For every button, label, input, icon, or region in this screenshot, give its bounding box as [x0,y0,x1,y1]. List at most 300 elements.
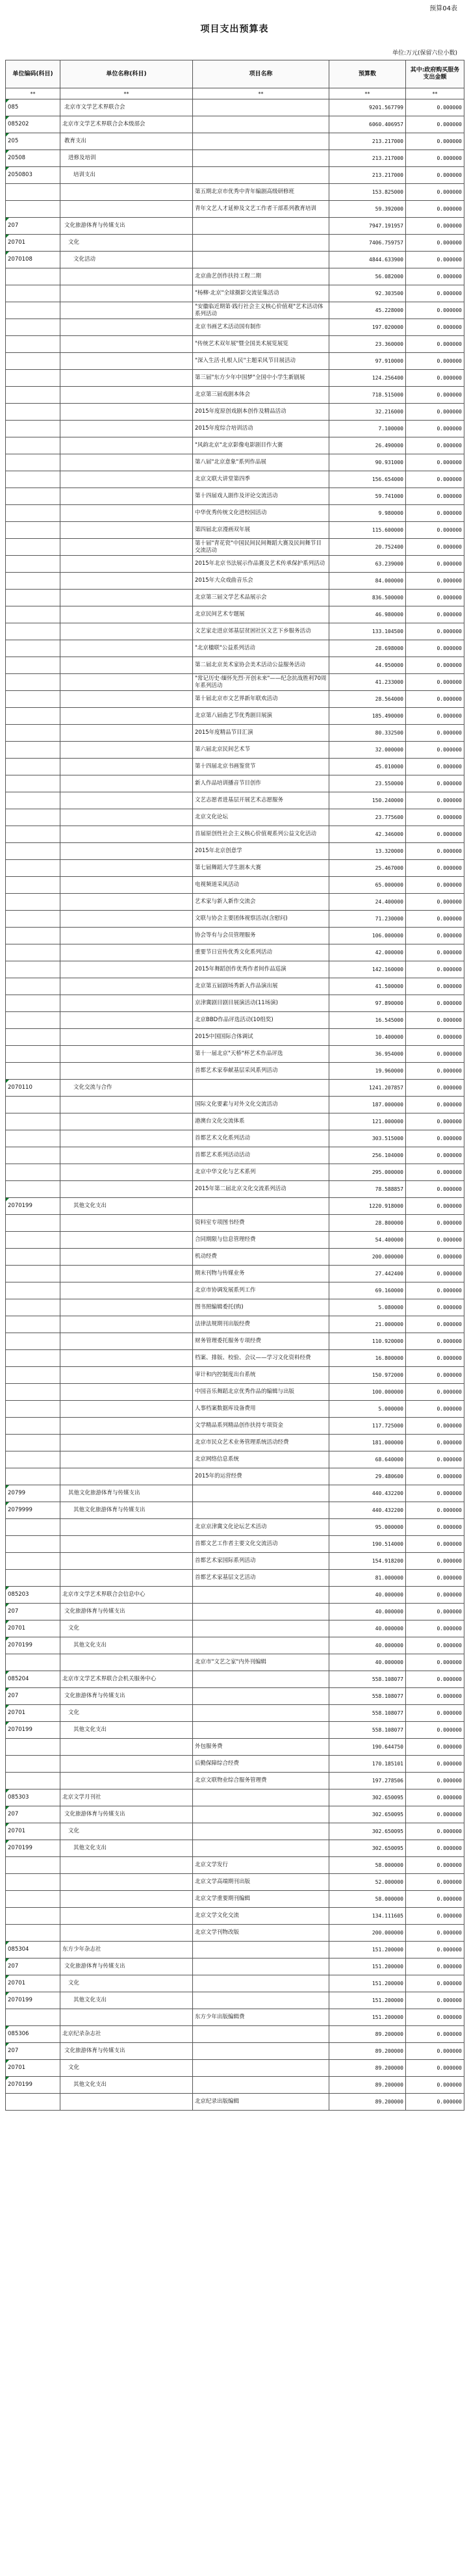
project-name-cell: 人事档案数据库设备费用 [193,1401,329,1418]
gov-purchase-cell: 0.000000 [406,556,464,573]
unit-name-cell: 其他文化支出 [60,1840,193,1857]
table-row [6,184,464,201]
gov-purchase-cell: 0.000000 [406,2026,464,2043]
code-cell [6,590,60,606]
code-cell: 085203 [6,1587,60,1604]
budget-cell: 68.640000 [329,1451,406,1468]
attachment-label: 预算04表 [429,5,457,12]
unit-name-cell: 进修及培训 [60,150,193,167]
code-cell [6,1181,60,1198]
unit-name-cell: 文化 [60,1975,193,1992]
unit-name-cell [60,590,193,606]
table-row [6,235,464,252]
unit-name-cell: 其他文化支出 [60,1198,193,1215]
unit-name-cell [60,1908,193,1925]
code-cell [6,725,60,742]
budget-cell: 92.303500 [329,285,406,302]
code-cell [6,1401,60,1418]
budget-cell: 27.442400 [329,1266,406,1282]
table-row [6,319,464,336]
unit-name-cell [60,961,193,978]
budget-cell: 28.698000 [329,640,406,657]
table-row [6,1282,464,1299]
project-name-cell [193,1671,329,1688]
gov-purchase-cell: 0.000000 [406,370,464,387]
project-name-cell: 东方少年出版编辑费 [193,2009,329,2026]
gov-purchase-cell: 0.000000 [406,877,464,894]
code-cell [6,944,60,961]
budget-cell: 81.000000 [329,1570,406,1587]
gov-purchase-cell: 0.000000 [406,944,464,961]
star-cell: ** [6,88,60,99]
gov-purchase-cell: 0.000000 [406,1468,464,1485]
gov-purchase-cell: 0.000000 [406,1232,464,1249]
code-cell [6,978,60,995]
project-name-cell: 审计和内控制度出台系统 [193,1367,329,1384]
unit-name-cell [60,1418,193,1435]
code-cell: 2070110 [6,1080,60,1097]
project-name-cell: 第三届"东方少年中国梦"全国中小学生新剧展 [193,370,329,387]
budget-cell: 56.082000 [329,268,406,285]
code-cell: 085202 [6,116,60,133]
code-cell [6,573,60,590]
unit-name-cell [60,319,193,336]
budget-cell: 80.332500 [329,725,406,742]
unit-name-cell: 文化 [60,235,193,252]
gov-purchase-cell: 0.000000 [406,1282,464,1299]
project-name-cell: 北京市"文艺之家"内外刊编辑 [193,1654,329,1671]
table-row [6,116,464,133]
project-name-cell: 北京文学发行 [193,1857,329,1874]
code-cell [6,657,60,674]
gov-purchase-cell: 0.000000 [406,387,464,404]
budget-cell: 41.500000 [329,978,406,995]
budget-cell: 181.000000 [329,1435,406,1451]
gov-purchase-cell: 0.000000 [406,894,464,911]
table-row [6,1823,464,1840]
budget-cell: 213.217000 [329,133,406,150]
budget-cell: 41.233000 [329,674,406,691]
table-row [6,1012,464,1029]
table-row [6,1232,464,1249]
code-cell [6,1029,60,1046]
table-row [6,1992,464,2009]
table-row [6,1688,464,1705]
code-cell: 085204 [6,1671,60,1688]
unit-name-cell [60,1773,193,1789]
budget-cell: 69.160000 [329,1282,406,1299]
gov-purchase-cell: 0.000000 [406,1181,464,1198]
table-row [6,1401,464,1418]
unit-name-cell [60,505,193,522]
budget-cell: 7947.191957 [329,218,406,235]
budget-cell: 89.200000 [329,2077,406,2094]
budget-cell: 97.890000 [329,995,406,1012]
unit-name-cell [60,1367,193,1384]
project-name-cell: 第七届舞蹈大学生剧本大赛 [193,860,329,877]
gov-purchase-cell: 0.000000 [406,590,464,606]
budget-cell: 197.278506 [329,1773,406,1789]
table-row [6,877,464,894]
unit-name-cell [60,1857,193,1874]
gov-purchase-cell: 0.000000 [406,2077,464,2094]
table-row [6,1958,464,1975]
gov-purchase-cell: 0.000000 [406,437,464,454]
unit-name-cell [60,2009,193,2026]
gov-purchase-cell: 0.000000 [406,1553,464,1570]
unit-name-cell: 北京市文学艺术界联合会机关服务中心 [60,1671,193,1688]
budget-cell: 154.918200 [329,1553,406,1570]
unit-name-cell [60,1029,193,1046]
code-cell [6,928,60,944]
header-project-name: 项目名称 [193,60,329,88]
project-name-cell [193,1705,329,1722]
project-name-cell: 北京文学刊物改版 [193,1925,329,1942]
code-cell [6,522,60,539]
budget-cell: 13.320000 [329,843,406,860]
unit-name-cell [60,1164,193,1181]
budget-cell: 23.550000 [329,775,406,792]
unit-name-cell [60,1266,193,1282]
gov-purchase-cell: 0.000000 [406,978,464,995]
code-cell [6,843,60,860]
project-name-cell: 合同期限与信息管理经费 [193,1232,329,1249]
code-cell [6,505,60,522]
code-cell [6,302,60,319]
unit-name-cell [60,1181,193,1198]
gov-purchase-cell: 0.000000 [406,1908,464,1925]
code-cell [6,201,60,218]
table-row [6,505,464,522]
project-name-cell: 2015年第二届北京文化交流系列活动 [193,1181,329,1198]
star-cell: ** [193,88,329,99]
table-row [6,539,464,556]
gov-purchase-cell: 0.000000 [406,640,464,657]
unit-name-cell [60,995,193,1012]
budget-cell: 54.400000 [329,1232,406,1249]
code-cell [6,1097,60,1113]
gov-purchase-cell: 0.000000 [406,1620,464,1637]
gov-purchase-cell: 0.000000 [406,471,464,488]
unit-name-cell [60,1147,193,1164]
gov-purchase-cell: 0.000000 [406,1147,464,1164]
unit-name-cell [60,556,193,573]
gov-purchase-cell: 0.000000 [406,1722,464,1739]
budget-cell: 558.108077 [329,1688,406,1705]
budget-cell: 151.200000 [329,1992,406,2009]
unit-name-cell [60,1739,193,1756]
gov-purchase-cell: 0.000000 [406,1113,464,1130]
budget-cell: 190.514000 [329,1536,406,1553]
gov-purchase-cell: 0.000000 [406,1350,464,1367]
code-cell: 20799 [6,1485,60,1502]
table-row [6,2026,464,2043]
gov-purchase-cell: 0.000000 [406,1536,464,1553]
gov-purchase-cell: 0.000000 [406,792,464,809]
code-cell [6,1418,60,1435]
unit-name-cell [60,353,193,370]
unit-name-cell: 北京文学月刊社 [60,1789,193,1806]
budget-cell: 150.240000 [329,792,406,809]
gov-purchase-cell: 0.000000 [406,691,464,708]
unit-name-cell: 其他文化支出 [60,1722,193,1739]
code-cell: 20701 [6,1705,60,1722]
gov-purchase-cell: 0.000000 [406,336,464,353]
unit-name-cell [60,691,193,708]
code-cell: 207 [6,1688,60,1705]
unit-name-cell [60,1333,193,1350]
code-cell: 2079999 [6,1502,60,1519]
gov-purchase-cell: 0.000000 [406,1806,464,1823]
code-cell [6,1113,60,1130]
budget-cell: 7.100000 [329,421,406,437]
unit-name-cell [60,843,193,860]
budget-cell: 124.256400 [329,370,406,387]
budget-cell: 7406.759757 [329,235,406,252]
budget-cell: 44.950000 [329,657,406,674]
table-row [6,1164,464,1181]
code-cell [6,1384,60,1401]
unit-name-cell [60,573,193,590]
code-cell [6,268,60,285]
project-name-cell: 艺术家与新人新作交流会 [193,894,329,911]
table-row [6,708,464,725]
budget-cell: 89.200000 [329,2043,406,2060]
budget-cell: 153.825000 [329,184,406,201]
gov-purchase-cell: 0.000000 [406,573,464,590]
budget-cell: 78.588857 [329,1181,406,1198]
gov-purchase-cell: 0.000000 [406,1992,464,2009]
header-budget: 预算数 [329,60,406,88]
budget-cell: 440.432200 [329,1485,406,1502]
unit-name-cell [60,742,193,759]
unit-name-cell: 北京市文学艺术界联合会本级部会 [60,116,193,133]
project-name-cell: 财务管理委托服务专项经费 [193,1333,329,1350]
gov-purchase-cell: 0.000000 [406,1739,464,1756]
unit-name-cell [60,1468,193,1485]
code-cell [6,1908,60,1925]
gov-purchase-cell: 0.000000 [406,1840,464,1857]
project-name-cell [193,1958,329,1975]
project-name-cell [193,2077,329,2094]
budget-cell: 302.650095 [329,1840,406,1857]
code-cell: 207 [6,218,60,235]
project-name-cell: 首都艺术文化系列活动 [193,1130,329,1147]
gov-purchase-cell: 0.000000 [406,1485,464,1502]
project-name-cell: 第八届"北京意象"系列作品展 [193,454,329,471]
gov-purchase-cell: 0.000000 [406,421,464,437]
budget-cell: 185.490000 [329,708,406,725]
table-row [6,150,464,167]
code-cell [6,1316,60,1333]
table-row [6,674,464,691]
unit-name-cell [60,1316,193,1333]
code-cell [6,1654,60,1671]
table-row [6,1333,464,1350]
gov-purchase-cell: 0.000000 [406,1942,464,1958]
project-name-cell: 北京中华文化与艺术系列 [193,1164,329,1181]
gov-purchase-cell: 0.000000 [406,539,464,556]
gov-purchase-cell: 0.000000 [406,928,464,944]
budget-cell: 40.000000 [329,1654,406,1671]
unit-name-cell [60,1435,193,1451]
table-row [6,1874,464,1891]
table-row [6,1080,464,1097]
gov-purchase-cell: 0.000000 [406,1654,464,1671]
table-row [6,826,464,843]
table-row [6,1418,464,1435]
project-name-cell: 北京文学高端期刊出版 [193,1874,329,1891]
code-cell [6,404,60,421]
budget-cell: 295.000000 [329,1164,406,1181]
unit-name-cell [60,894,193,911]
gov-purchase-cell: 0.000000 [406,235,464,252]
table-row [6,775,464,792]
gov-purchase-cell: 0.000000 [406,657,464,674]
unit-name-cell [60,336,193,353]
gov-purchase-cell: 0.000000 [406,1046,464,1063]
unit-name-cell: 北京市文学艺术界联合会 [60,99,193,116]
code-cell: 20701 [6,2060,60,2077]
gov-purchase-cell: 0.000000 [406,1097,464,1113]
budget-cell: 134.111605 [329,1908,406,1925]
budget-cell: 40.000000 [329,1637,406,1654]
project-name-cell: 第四届北京漫画双年展 [193,522,329,539]
table-row [6,742,464,759]
budget-cell: 21.000000 [329,1316,406,1333]
code-cell [6,1891,60,1908]
code-cell [6,387,60,404]
budget-cell: 59.741000 [329,488,406,505]
gov-purchase-cell: 0.000000 [406,1012,464,1029]
table-row [6,911,464,928]
code-cell [6,184,60,201]
code-cell [6,606,60,623]
gov-purchase-cell: 0.000000 [406,1705,464,1722]
code-cell [6,1333,60,1350]
budget-cell: 558.108077 [329,1671,406,1688]
project-name-cell: 第五期北京市优秀中青年编剧高级研修班 [193,184,329,201]
gov-purchase-cell: 0.000000 [406,1367,464,1384]
unit-name-cell: 其他文化支出 [60,1992,193,2009]
code-cell [6,2009,60,2026]
project-name-cell: 京津冀剧目剧目展演活动(11场演) [193,995,329,1012]
table-row [6,928,464,944]
table-row [6,1654,464,1671]
budget-cell: 58.000000 [329,1891,406,1908]
star-row [6,88,464,99]
project-name-cell: 新人作品培训播音节目创作 [193,775,329,792]
project-name-cell: "传统艺术双年展"暨全国美术展览展览 [193,336,329,353]
code-cell: 207 [6,1806,60,1823]
budget-cell: 58.000000 [329,1857,406,1874]
budget-cell: 256.104000 [329,1147,406,1164]
unit-name-cell [60,421,193,437]
budget-cell: 28.800000 [329,1215,406,1232]
table-row [6,894,464,911]
unit-name-cell: 文化旅游体育与传媒支出 [60,1604,193,1620]
table-row [6,1130,464,1147]
code-cell [6,1570,60,1587]
gov-purchase-cell: 0.000000 [406,809,464,826]
gov-purchase-cell: 0.000000 [406,1587,464,1604]
table-row [6,353,464,370]
table-row [6,2043,464,2060]
code-cell [6,370,60,387]
project-name-cell: 文学精品系列精品创作扶持专项资金 [193,1418,329,1435]
gov-purchase-cell: 0.000000 [406,116,464,133]
gov-purchase-cell: 0.000000 [406,1958,464,1975]
project-name-cell: 机动经费 [193,1249,329,1266]
header-gov-purchase: 其中:政府购买服务支出金额 [406,60,464,88]
budget-cell: 302.650095 [329,1789,406,1806]
project-name-cell: 北京书画艺术活动国有制作 [193,319,329,336]
table-row [6,1587,464,1604]
gov-purchase-cell: 0.000000 [406,2094,464,2111]
budget-cell: 150.972000 [329,1367,406,1384]
table-row [6,860,464,877]
gov-purchase-cell: 0.000000 [406,1029,464,1046]
project-name-cell: 后勤保障综合经费 [193,1756,329,1773]
project-name-cell: 2015年北京创意学 [193,843,329,860]
budget-cell: 42.346000 [329,826,406,843]
code-cell [6,471,60,488]
gov-purchase-cell: 0.000000 [406,302,464,319]
budget-cell: 100.000000 [329,1384,406,1401]
gov-purchase-cell: 0.000000 [406,522,464,539]
code-cell [6,1519,60,1536]
project-name-cell: 协会等有与会员管理服务 [193,928,329,944]
budget-cell: 6060.406957 [329,116,406,133]
gov-purchase-cell: 0.000000 [406,1637,464,1654]
budget-cell: 42.000000 [329,944,406,961]
unit-name-cell [60,775,193,792]
code-cell: 20508 [6,150,60,167]
unit-name-cell: 文化 [60,1705,193,1722]
table-row [6,252,464,268]
project-name-cell: 2015年大众戏曲音乐会 [193,573,329,590]
table-row [6,1840,464,1857]
budget-cell: 187.000000 [329,1097,406,1113]
project-name-cell [193,1992,329,2009]
project-name-cell: 北京文联物业综合服务管理费 [193,1773,329,1789]
star-cell: ** [60,88,193,99]
project-name-cell [193,235,329,252]
budget-cell: 25.467000 [329,860,406,877]
gov-purchase-cell: 0.000000 [406,133,464,150]
gov-purchase-cell: 0.000000 [406,1249,464,1266]
table-row [6,421,464,437]
unit-name-cell [60,860,193,877]
code-cell [6,775,60,792]
project-name-cell [193,167,329,184]
table-row [6,1620,464,1637]
project-name-cell [193,1789,329,1806]
gov-purchase-cell: 0.000000 [406,1384,464,1401]
code-cell: 085 [6,99,60,116]
code-cell: 20701 [6,1975,60,1992]
gov-purchase-cell: 0.000000 [406,1130,464,1147]
code-cell [6,1925,60,1942]
unit-name-cell [60,640,193,657]
budget-cell: 151.200000 [329,1975,406,1992]
gov-purchase-cell: 0.000000 [406,911,464,928]
code-cell: 207 [6,2043,60,2060]
budget-cell: 89.200000 [329,2026,406,2043]
table-row [6,1113,464,1130]
budget-cell: 28.564000 [329,691,406,708]
budget-cell: 5.080000 [329,1299,406,1316]
